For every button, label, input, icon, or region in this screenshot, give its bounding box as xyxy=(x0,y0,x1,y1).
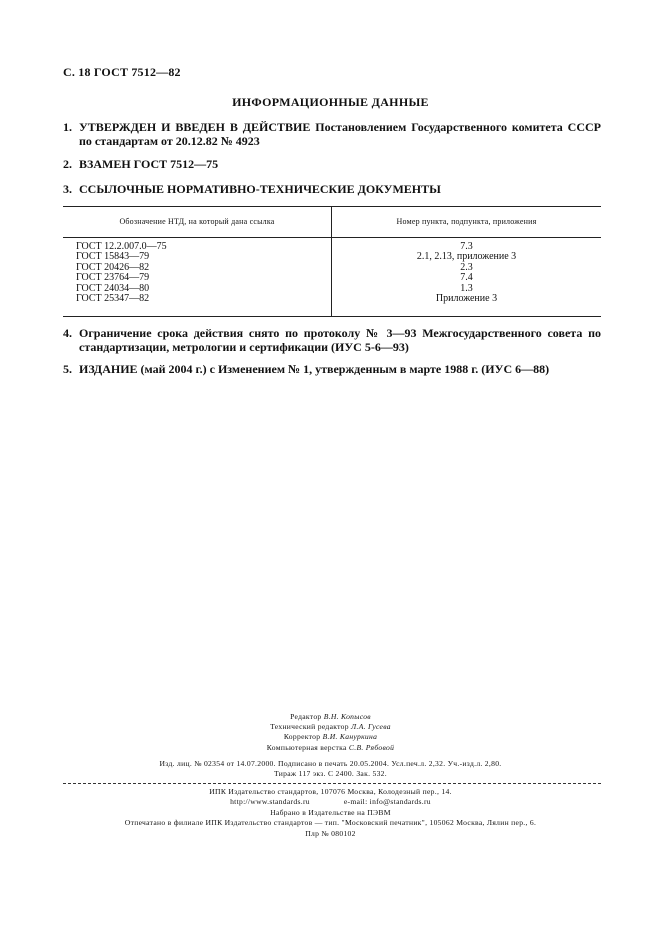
typeset-note: Набрано в Издательстве на ПЭВМ xyxy=(270,807,391,817)
imprint-line: Тираж 117 экз. С 2400. Зак. 532. xyxy=(274,769,387,779)
page-header: С. 18 ГОСТ 7512—82 xyxy=(63,65,181,79)
item-number: 4. xyxy=(63,326,72,340)
table-column-clauses xyxy=(332,242,601,304)
item-number: 5. xyxy=(63,362,72,376)
item-text: ИЗДАНИЕ (май 2004 г.) с Изменением № 1, утвержденным в марте 1988 г. (ИУС 6—88) xyxy=(79,362,550,376)
credit-line xyxy=(0,743,661,753)
item-text: УТВЕРЖДЕН И ВВЕДЕН В ДЕЙСТВИЕ Постановлением Государственного комитета СССР по стандартам от 20.12.82 № 4923 xyxy=(79,120,601,148)
table-cell-document: ГОСТ 24034—80 xyxy=(76,282,150,294)
print-imprint xyxy=(0,759,661,779)
website-link[interactable]: http://www.standards.ru xyxy=(230,797,310,807)
table-cell-clause: 1.3 xyxy=(460,282,473,294)
credit-role: Технический редактор xyxy=(270,722,349,732)
dashed-separator xyxy=(63,783,601,784)
table-cell-document: ГОСТ 25347—82 xyxy=(76,293,150,305)
table-cell-document: ГОСТ 23764—79 xyxy=(76,272,150,284)
item-text: ВЗАМЕН ГОСТ 7512—75 xyxy=(79,157,219,171)
license-note: Плр № 080102 xyxy=(305,828,356,838)
table-cell-document: ГОСТ 20426—82 xyxy=(76,261,150,273)
imprint-line: Изд. лиц. № 02354 от 14.07.2000. Подписано в печать 20.05.2004. Усл.печ.л. 2,32. Уч.-изд.л. 2,80. xyxy=(159,759,502,768)
credit-person: С.В. Рябовой xyxy=(348,742,395,752)
section-title: ИНФОРМАЦИОННЫЕ ДАННЫЕ xyxy=(232,95,429,109)
editorial-credits xyxy=(0,712,661,753)
email-link[interactable]: e-mail: info@standards.ru xyxy=(343,797,431,807)
table-cell-document: ГОСТ 15843—79 xyxy=(76,251,150,263)
table-header-document: Обозначение НТД, на который дана ссылка xyxy=(119,217,275,226)
reference-table xyxy=(63,206,601,317)
table-column-documents xyxy=(76,242,167,304)
table-header-divider xyxy=(63,237,601,238)
table-header-clause: Номер пункта, подпункта, приложения xyxy=(396,217,537,226)
table-cell-clause: 2.3 xyxy=(460,261,473,273)
info-item-3 xyxy=(63,182,601,196)
table-cell-clause: Приложение 3 xyxy=(435,293,498,305)
table-cell-clause: 2.1, 2.13, приложение 3 xyxy=(416,251,517,263)
item-number: 2. xyxy=(63,157,72,171)
credit-line xyxy=(0,712,661,722)
credit-person: В.Н. Копысов xyxy=(323,712,371,721)
credit-line xyxy=(0,722,661,732)
item-number: 1. xyxy=(63,120,72,134)
publisher-address: ИПК Издательство стандартов, 107076 Москва, Колодезный пер., 14. xyxy=(209,787,452,796)
table-cell-clause: 7.3 xyxy=(460,241,473,252)
printed-note: Отпечатано в филиале ИПК Издательство стандартов — тип. "Московский печатник", 105062 Москва, Лялин пер., 6. xyxy=(124,818,537,828)
table-cell-document: ГОСТ 12.2.007.0—75 xyxy=(76,241,167,252)
credit-role: Компьютерная верстка xyxy=(266,742,347,752)
publisher-info xyxy=(0,787,661,839)
publisher-contacts xyxy=(0,797,661,807)
item-number: 3. xyxy=(63,182,72,196)
credit-line xyxy=(0,732,661,742)
credit-person: В.И. Кануркина xyxy=(322,732,378,742)
info-item-2 xyxy=(63,157,601,171)
info-item-1 xyxy=(63,120,601,148)
credit-person: Л.А. Гусева xyxy=(351,722,391,732)
info-item-5 xyxy=(63,362,601,376)
table-cell-clause: 7.4 xyxy=(460,272,473,284)
item-text: Ограничение срока действия снято по протоколу № 3—93 Межгосударственного совета по стандартизации, метрологии и сертификации (ИУС 5-6—93) xyxy=(79,326,601,354)
info-item-4 xyxy=(63,326,601,354)
item-text: ССЫЛОЧНЫЕ НОРМАТИВНО-ТЕХНИЧЕСКИЕ ДОКУМЕНТЫ xyxy=(79,182,441,196)
credit-role: Корректор xyxy=(283,732,321,742)
credit-role: Редактор xyxy=(290,712,322,721)
